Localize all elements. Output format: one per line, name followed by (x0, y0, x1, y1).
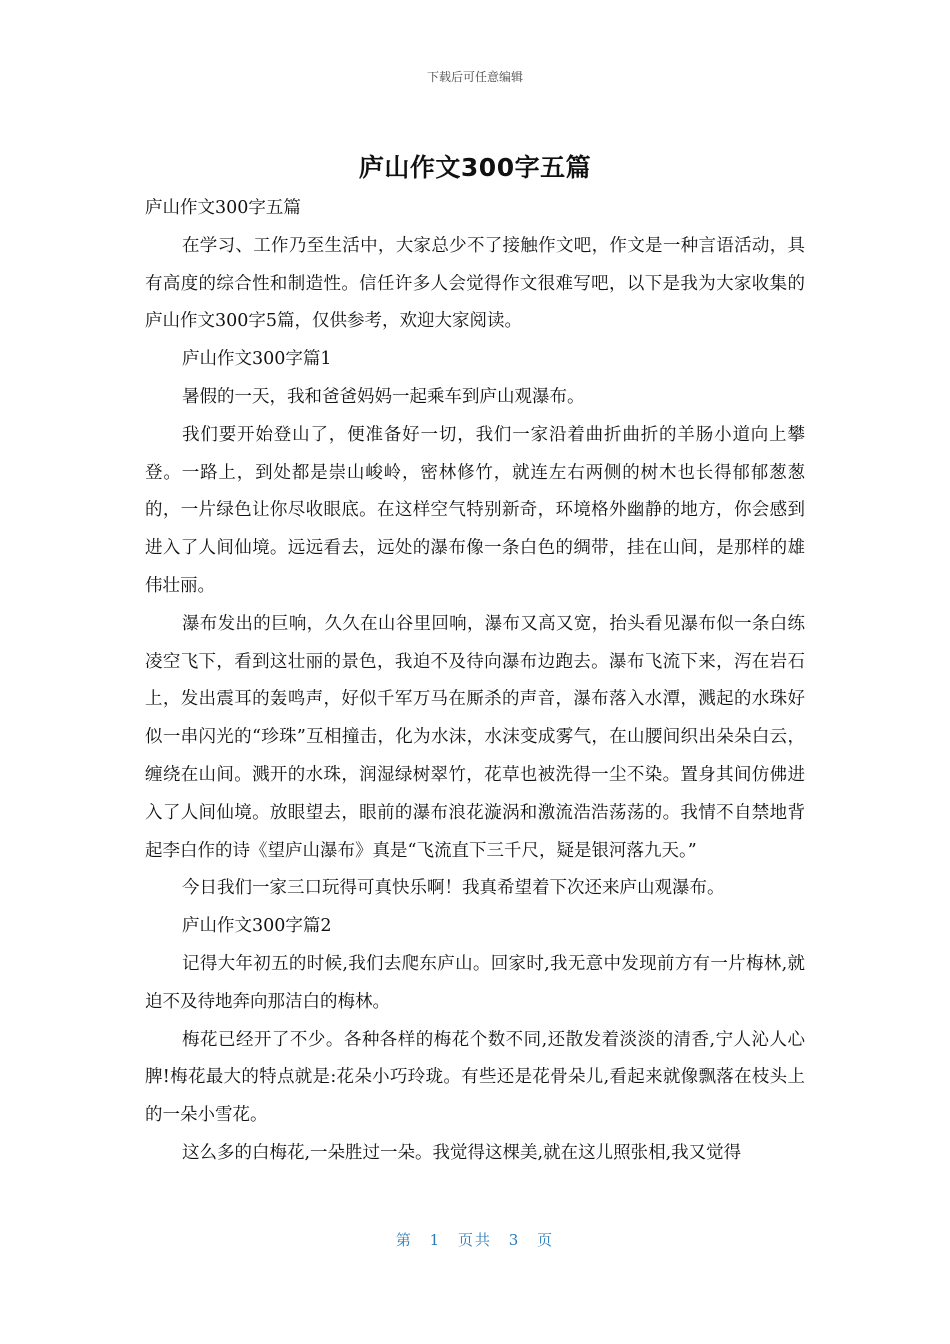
document-body (145, 190, 805, 1173)
paragraph: 庐山作文300字篇1 (182, 349, 332, 370)
footer-middle: 页共 (457, 1231, 492, 1249)
paragraph: 瀑布发出的巨响，久久在山谷里回响，瀑布又高又宽，抬头看见瀑布似一条白练凌空飞下，看到这壮丽的景色，我迫不及待向瀑布边跑去。瀑布飞流下来，泻在岩石上，发出震耳的轰鸣声，好似千军万马在厮杀的声音，瀑布落入水潭，溅起的水珠好似一串闪光的“珍珠”互相撞击，化为水沫，水沫变成雾气，在山腰间织出朵朵白云，缠绕在山间。溅开的水珠，润湿绿树翠竹，花草也被洗得一尘不染。置身其间仿佛进入了人间仙境。放眼望去，眼前的瀑布浪花漩涡和激流浩浩荡荡的。我情不自禁地背起李白作的诗《望庐山瀑布》真是“飞流直下三千尺，疑是银河落九天。” (145, 613, 805, 861)
paragraph: 暑假的一天，我和爸爸妈妈一起乘车到庐山观瀑布。 (182, 386, 585, 407)
document-title: 庐山作文300字五篇 (358, 153, 592, 182)
header-note: 下载后可任意编辑 (426, 70, 523, 84)
paragraph: 梅花已经开了不少。各种各样的梅花个数不同,还散发着淡淡的清香,宁人沁人心脾!梅花最大的特点就是:花朵小巧玲珑。有些还是花骨朵儿,看起来就像飘落在枝头上的一朵小雪花。 (145, 1029, 805, 1126)
paragraph: 我们要开始登山了，便准备好一切，我们一家沿着曲折曲折的羊肠小道向上攀登。一路上，到处都是崇山峻岭，密林修竹，就连左右两侧的树木也长得郁郁葱葱的，一片绿色让你尽收眼底。在这样空气特别新奇，环境格外幽静的地方，你会感到进入了人间仙境。远远看去，远处的瀑布像一条白色的绸带，挂在山间，是那样的雄伟壮丽。 (145, 424, 805, 596)
paragraph: 庐山作文300字五篇 (145, 198, 301, 218)
paragraph: 这么多的白梅花,一朵胜过一朵。我觉得这棵美,就在这儿照张相,我又觉得 (182, 1142, 742, 1163)
paragraph: 在学习、工作乃至生活中，大家总少不了接触作文吧，作文是一种言语活动，具有高度的综合性和制造性。信任许多人会觉得作文很难写吧，以下是我为大家收集的庐山作文300字5篇，仅供参考，欢迎大家阅读。 (145, 235, 805, 332)
paragraph: 庐山作文300字篇2 (182, 916, 332, 937)
paragraph: 今日我们一家三口玩得可真快乐啊！我真希望着下次还来庐山观瀑布。 (182, 878, 725, 899)
footer-total-pages: 3 (508, 1231, 521, 1249)
footer-suffix: 页 (537, 1231, 555, 1249)
footer-prefix: 第 (395, 1231, 413, 1249)
footer-page-number: 1 (429, 1231, 442, 1249)
paragraph: 记得大年初五的时候,我们去爬东庐山。回家时,我无意中发现前方有一片梅林,就迫不及待地奔向那洁白的梅林。 (145, 953, 805, 1012)
page-footer (0, 1229, 950, 1250)
